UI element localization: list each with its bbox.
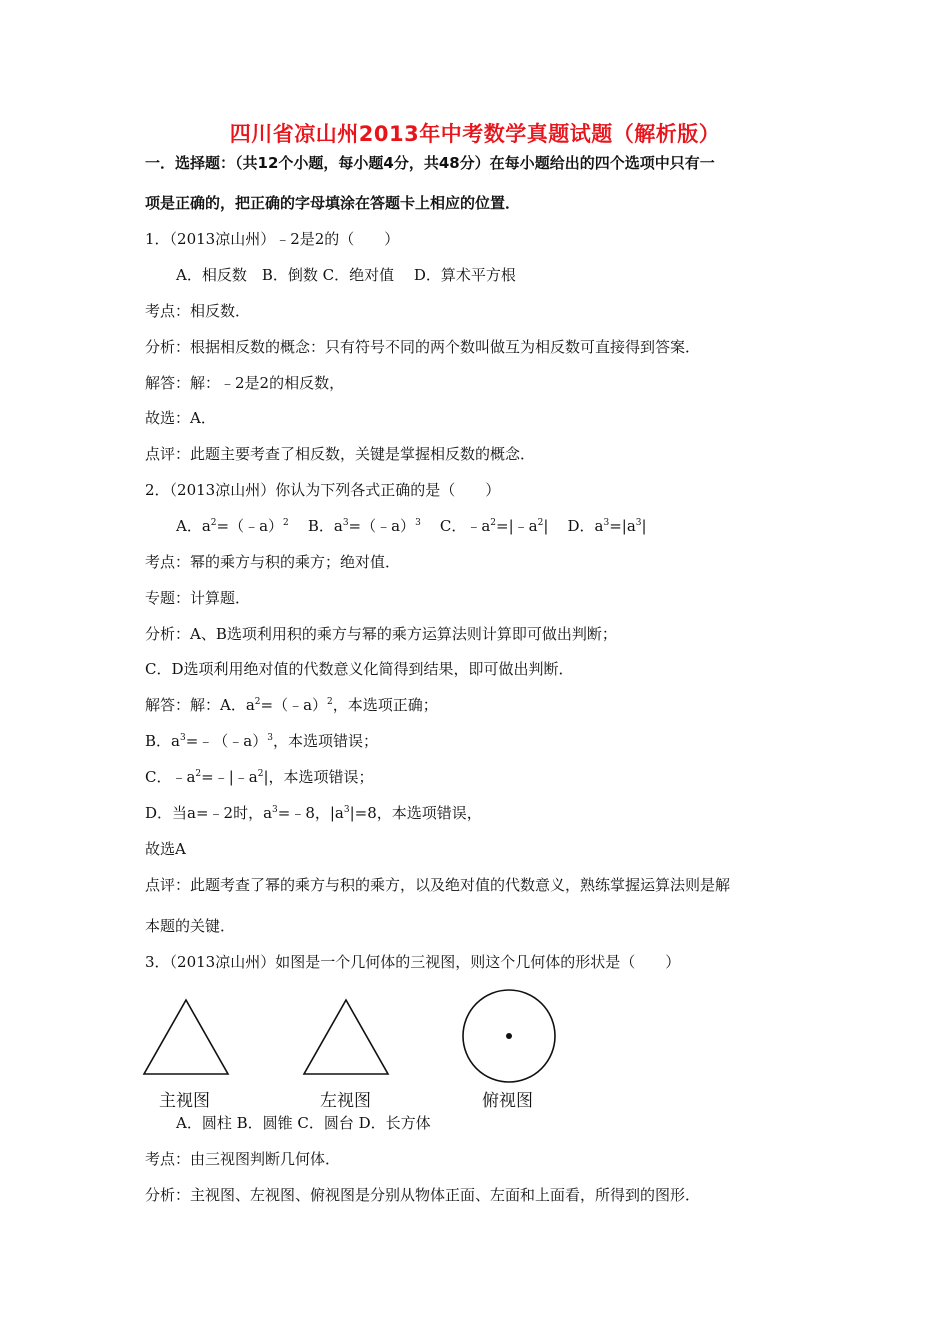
q2-fenxi-line1: 分析：A、B选项利用积的乘方与幂的乘方运算法则计算即可做出判断； xyxy=(145,625,617,643)
front-view-triangle xyxy=(144,1000,228,1074)
section-heading-line1: 一．选择题：（共12个小题，每小题4分，共48分）在每小题给出的四个选项中只有一 xyxy=(145,154,715,172)
q3-fenxi: 分析：主视图、左视图、俯视图是分别从物体正面、左面和上面看，所得到的图形． xyxy=(145,1186,701,1204)
q1-fenxi: 分析：根据相反数的概念：只有符号不同的两个数叫做互为相反数可直接得到答案． xyxy=(145,338,701,356)
q2-option-d: D．$a^3=|a^3|$ xyxy=(567,517,647,535)
q2-jieda-d: D．当a=﹣2时，$a^3=﹣8$，$|a^3|=8$，本选项错误， xyxy=(145,804,482,822)
q2-jieda-a: 解答：解：A．$a^2=(﹣a)^2$，本选项正确； xyxy=(145,696,438,714)
three-view-drawing xyxy=(140,986,570,1086)
page-title: 四川省凉山州2013年中考数学真题试题（解析版） xyxy=(229,122,721,146)
q3-options: A．圆柱 B．圆锥 C．圆台 D．长方体 xyxy=(176,1114,431,1132)
q2-jieda-b: B．$a^3=﹣(﹣a)^3$，本选项错误； xyxy=(145,732,378,750)
q1-kaodian: 考点：相反数． xyxy=(145,302,251,320)
q1-guxuan: 故选：A． xyxy=(145,409,216,427)
q3-kaodian: 考点：由三视图判断几何体． xyxy=(145,1150,341,1168)
q2-option-c: C．$﹣a^2=|﹣a^2|$ xyxy=(439,517,549,535)
three-view-figure xyxy=(140,986,570,1116)
top-view-label: 俯视图 xyxy=(482,1091,533,1111)
left-view-triangle xyxy=(304,1000,388,1074)
q1-jieda: 解答：解：﹣2是2的相反数， xyxy=(145,374,345,392)
q2-kaodian: 考点：幂的乘方与积的乘方；绝对值． xyxy=(145,553,401,571)
q2-options xyxy=(176,516,647,536)
q1-stem: 1．（2013凉山州）﹣2是2的（ ） xyxy=(145,230,400,248)
front-view-label: 主视图 xyxy=(159,1091,210,1111)
top-view-center-dot xyxy=(506,1033,512,1039)
q2-option-b: B．$a^3=(﹣a)^3$ xyxy=(307,517,421,535)
q2-fenxi-line2: C．D选项利用绝对值的代数意义化简得到结果，即可做出判断． xyxy=(145,660,574,678)
left-view-label: 左视图 xyxy=(320,1091,371,1111)
q2-zhuanti: 专题：计算题． xyxy=(145,589,251,607)
q1-dianping: 点评：此题主要考查了相反数，关键是掌握相反数的概念． xyxy=(145,445,536,463)
q2-dianping-line2: 本题的关键． xyxy=(145,917,236,935)
q2-option-a: A．$a^2=(﹣a)^2$ xyxy=(176,517,289,535)
section-heading-line2: 项是正确的，把正确的字母填涂在答题卡上相应的位置． xyxy=(145,194,521,212)
q2-guxuan: 故选A xyxy=(145,840,186,858)
q3-stem: 3．（2013凉山州）如图是一个几何体的三视图，则这个几何体的形状是（ ） xyxy=(145,953,681,971)
q2-dianping-line1: 点评：此题考查了幂的乘方与积的乘方，以及绝对值的代数意义，熟练掌握运算法则是解 xyxy=(145,876,731,894)
q1-options: A．相反数 B．倒数 C．绝对值 D．算术平方根 xyxy=(176,266,516,284)
q2-jieda-c: C．$﹣a^2=﹣|﹣a^2|$，本选项错误； xyxy=(145,768,374,786)
q2-stem: 2．（2013凉山州）你认为下列各式正确的是（ ） xyxy=(145,481,501,499)
